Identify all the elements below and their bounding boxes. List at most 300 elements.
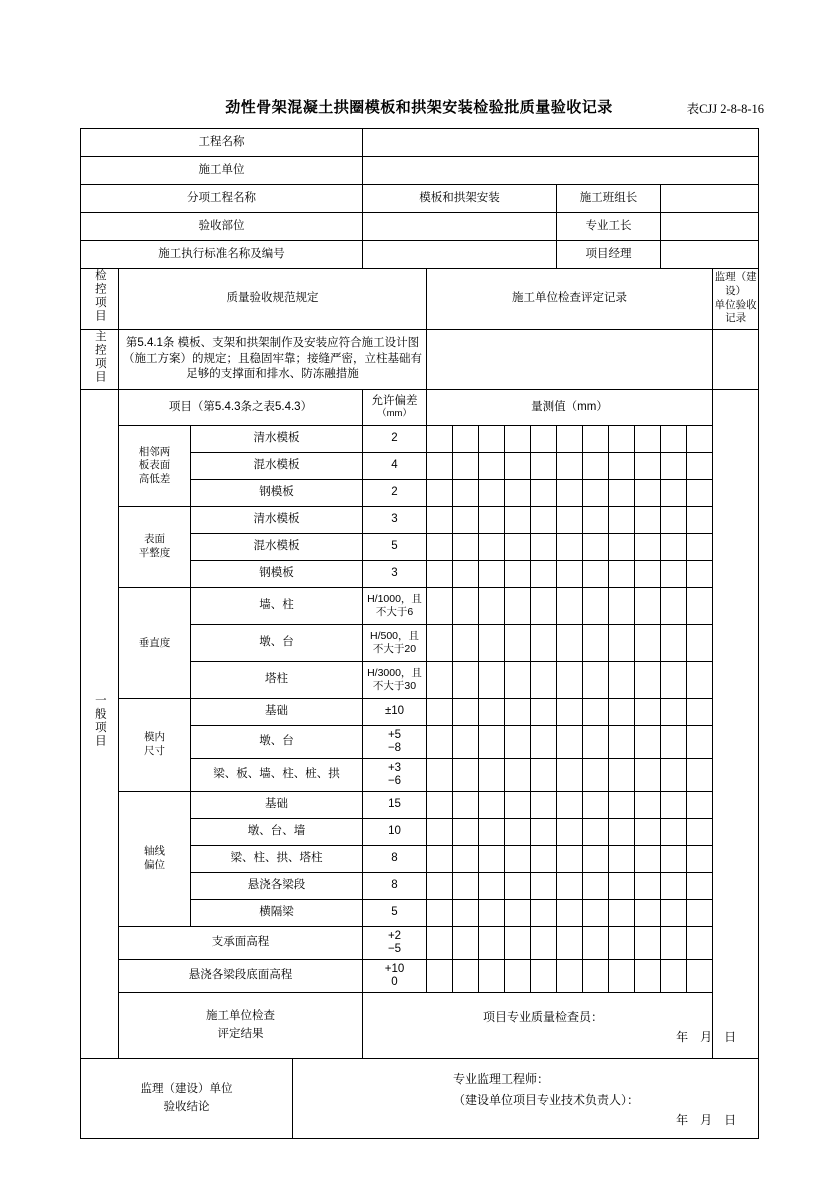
m[interactable] xyxy=(557,726,583,759)
m[interactable] xyxy=(635,819,661,846)
item-wide-0: 支承面高程 xyxy=(119,927,363,960)
m[interactable] xyxy=(479,873,505,900)
m[interactable] xyxy=(505,480,531,507)
m[interactable] xyxy=(687,900,713,927)
table-row xyxy=(81,507,759,534)
m[interactable] xyxy=(427,625,453,662)
m[interactable] xyxy=(505,873,531,900)
m[interactable] xyxy=(635,426,661,453)
main-control-supervisor-record[interactable] xyxy=(713,329,759,390)
m[interactable] xyxy=(583,792,609,819)
m[interactable] xyxy=(557,699,583,726)
m[interactable] xyxy=(557,480,583,507)
m[interactable] xyxy=(453,625,479,662)
m[interactable] xyxy=(557,507,583,534)
m[interactable] xyxy=(687,662,713,699)
m[interactable] xyxy=(531,480,557,507)
field-subitem-name[interactable]: 模板和拱架安装 xyxy=(363,185,557,213)
m[interactable] xyxy=(687,561,713,588)
table-row xyxy=(81,993,759,1059)
m[interactable] xyxy=(687,507,713,534)
tol-2-0: H/1000，且 不大于6 xyxy=(363,588,427,625)
m[interactable] xyxy=(531,507,557,534)
m[interactable] xyxy=(635,699,661,726)
m[interactable] xyxy=(557,588,583,625)
m[interactable] xyxy=(661,588,687,625)
m[interactable] xyxy=(635,960,661,993)
m[interactable] xyxy=(609,561,635,588)
m[interactable] xyxy=(453,699,479,726)
m[interactable] xyxy=(453,819,479,846)
m[interactable] xyxy=(479,625,505,662)
m[interactable] xyxy=(557,846,583,873)
m[interactable] xyxy=(609,588,635,625)
m[interactable] xyxy=(609,726,635,759)
m[interactable] xyxy=(687,588,713,625)
m[interactable] xyxy=(505,699,531,726)
m[interactable] xyxy=(557,900,583,927)
tol-1-0: 3 xyxy=(363,507,427,534)
field-acceptance-part[interactable] xyxy=(363,213,557,241)
m[interactable] xyxy=(583,561,609,588)
table-row xyxy=(81,329,759,390)
table-row xyxy=(81,792,759,819)
m[interactable] xyxy=(583,900,609,927)
m[interactable] xyxy=(557,960,583,993)
label-construction-unit: 施工单位 xyxy=(81,157,363,185)
page-title: 劲性骨架混凝土拱圈模板和拱架安装检验批质量验收记录 xyxy=(225,99,613,116)
m[interactable] xyxy=(479,726,505,759)
m[interactable] xyxy=(531,625,557,662)
m[interactable] xyxy=(453,426,479,453)
m[interactable] xyxy=(583,927,609,960)
m[interactable] xyxy=(531,534,557,561)
m[interactable] xyxy=(687,759,713,792)
m[interactable] xyxy=(531,960,557,993)
m[interactable] xyxy=(453,507,479,534)
form-code: 表CJJ 2-8-8-16 xyxy=(686,102,764,116)
m[interactable] xyxy=(661,453,687,480)
item-3-1: 墩、台 xyxy=(191,726,363,759)
m[interactable] xyxy=(557,927,583,960)
m[interactable] xyxy=(635,900,661,927)
m[interactable] xyxy=(635,662,661,699)
m[interactable] xyxy=(479,453,505,480)
table-row xyxy=(81,699,759,726)
m[interactable] xyxy=(531,927,557,960)
m[interactable] xyxy=(505,792,531,819)
m[interactable] xyxy=(427,873,453,900)
m[interactable] xyxy=(531,900,557,927)
table-row xyxy=(81,241,759,269)
m[interactable] xyxy=(505,900,531,927)
m[interactable] xyxy=(427,759,453,792)
m[interactable] xyxy=(609,927,635,960)
m[interactable] xyxy=(687,699,713,726)
table-header-row xyxy=(81,390,759,426)
m[interactable] xyxy=(505,819,531,846)
m[interactable] xyxy=(479,900,505,927)
col-supervisor-record xyxy=(713,269,759,330)
m[interactable] xyxy=(453,900,479,927)
m[interactable] xyxy=(661,792,687,819)
m[interactable] xyxy=(687,534,713,561)
field-foreman[interactable] xyxy=(661,213,759,241)
m[interactable] xyxy=(427,792,453,819)
item-3-2: 梁、板、墙、柱、桩、拱 xyxy=(191,759,363,792)
m[interactable] xyxy=(635,792,661,819)
group-label-3: 模内 尺寸 xyxy=(119,699,191,792)
m[interactable] xyxy=(453,588,479,625)
tol-wide-1: +10 0 xyxy=(363,960,427,993)
m[interactable] xyxy=(583,960,609,993)
m[interactable] xyxy=(531,819,557,846)
m[interactable] xyxy=(687,927,713,960)
table-row xyxy=(81,213,759,241)
m[interactable] xyxy=(583,507,609,534)
m[interactable] xyxy=(479,960,505,993)
m[interactable] xyxy=(453,480,479,507)
m[interactable] xyxy=(661,726,687,759)
m[interactable] xyxy=(583,759,609,792)
m[interactable] xyxy=(505,534,531,561)
m[interactable] xyxy=(661,534,687,561)
tol-3-0: ±10 xyxy=(363,699,427,726)
group-label-1: 表面 平整度 xyxy=(119,507,191,588)
field-project-name[interactable] xyxy=(363,129,759,157)
group-label-2: 垂直度 xyxy=(119,588,191,699)
item-2-0: 墙、柱 xyxy=(191,588,363,625)
m[interactable] xyxy=(453,759,479,792)
m[interactable] xyxy=(505,662,531,699)
tol-1-2: 3 xyxy=(363,561,427,588)
label-team-leader: 施工班组长 xyxy=(557,185,661,213)
table-row xyxy=(81,426,759,453)
m[interactable] xyxy=(453,792,479,819)
constructor-date-line: 年 月 日 xyxy=(676,1029,737,1044)
field-construction-unit[interactable] xyxy=(363,157,759,185)
m[interactable] xyxy=(687,726,713,759)
m[interactable] xyxy=(635,507,661,534)
tol-4-1: 10 xyxy=(363,819,427,846)
item-4-4: 横隔梁 xyxy=(191,900,363,927)
m[interactable] xyxy=(479,792,505,819)
m[interactable] xyxy=(583,846,609,873)
m[interactable] xyxy=(609,625,635,662)
m[interactable] xyxy=(505,960,531,993)
m[interactable] xyxy=(687,426,713,453)
tol-2-1: H/500，且 不大于20 xyxy=(363,625,427,662)
col-check-item-label: 检控项目 xyxy=(93,269,106,323)
m[interactable] xyxy=(427,534,453,561)
m[interactable] xyxy=(557,625,583,662)
label-acceptance-part: 验收部位 xyxy=(81,213,363,241)
m[interactable] xyxy=(609,453,635,480)
m[interactable] xyxy=(427,927,453,960)
m[interactable] xyxy=(453,873,479,900)
m[interactable] xyxy=(635,453,661,480)
tol-3-2: +3 −6 xyxy=(363,759,427,792)
supervisor-signature-line-2: （建设单位项目专业技术负责人）： xyxy=(453,1093,640,1108)
m[interactable] xyxy=(427,561,453,588)
m[interactable] xyxy=(557,662,583,699)
field-standard-name[interactable] xyxy=(363,241,557,269)
tol-0-0: 2 xyxy=(363,426,427,453)
item-1-1: 混水模板 xyxy=(191,534,363,561)
item-2-1: 墩、台 xyxy=(191,625,363,662)
measure-values-header: 量测值（mm） xyxy=(427,390,713,426)
m[interactable] xyxy=(427,507,453,534)
m[interactable] xyxy=(427,726,453,759)
m[interactable] xyxy=(661,625,687,662)
m[interactable] xyxy=(661,819,687,846)
tol-4-0: 15 xyxy=(363,792,427,819)
m[interactable] xyxy=(661,426,687,453)
m[interactable] xyxy=(661,873,687,900)
m[interactable] xyxy=(453,726,479,759)
m[interactable] xyxy=(427,699,453,726)
m[interactable] xyxy=(635,873,661,900)
m[interactable] xyxy=(427,960,453,993)
m[interactable] xyxy=(427,480,453,507)
m[interactable] xyxy=(609,792,635,819)
measure-item-header: 项目（第5.4.3条之表5.4.3） xyxy=(119,390,363,426)
m[interactable] xyxy=(505,426,531,453)
m[interactable] xyxy=(687,960,713,993)
m[interactable] xyxy=(609,507,635,534)
m[interactable] xyxy=(609,662,635,699)
supervisor-date-line: 年 月 日 xyxy=(676,1113,737,1128)
group-label-0: 相邻两 板表面 高低差 xyxy=(119,426,191,507)
m[interactable] xyxy=(427,588,453,625)
table-row xyxy=(81,1059,759,1139)
m[interactable] xyxy=(609,846,635,873)
m[interactable] xyxy=(635,625,661,662)
m[interactable] xyxy=(609,900,635,927)
m[interactable] xyxy=(531,846,557,873)
table-row xyxy=(81,129,759,157)
section-general-label: 一般项目 xyxy=(93,694,106,749)
m[interactable] xyxy=(661,846,687,873)
tol-1-1: 5 xyxy=(363,534,427,561)
main-control-text: 第5.4.1条 模板、支架和拱架制作及安装应符合施工设计图（施工方案）的规定；且稳固牢靠；接缝严密，立柱基础有足够的支撑面和排水、防冻融措施 xyxy=(119,329,427,390)
m[interactable] xyxy=(635,759,661,792)
m[interactable] xyxy=(583,426,609,453)
m[interactable] xyxy=(531,759,557,792)
m[interactable] xyxy=(583,588,609,625)
m[interactable] xyxy=(479,507,505,534)
m[interactable] xyxy=(687,453,713,480)
m[interactable] xyxy=(687,846,713,873)
m[interactable] xyxy=(505,588,531,625)
col-constructor-record: 施工单位检查评定记录 xyxy=(427,269,713,330)
m[interactable] xyxy=(635,846,661,873)
m[interactable] xyxy=(505,507,531,534)
tol-2-2: H/3000，且 不大于30 xyxy=(363,662,427,699)
label-project-manager: 项目经理 xyxy=(557,241,661,269)
m[interactable] xyxy=(661,662,687,699)
m[interactable] xyxy=(505,561,531,588)
m[interactable] xyxy=(505,625,531,662)
m[interactable] xyxy=(687,819,713,846)
m[interactable] xyxy=(427,819,453,846)
m[interactable] xyxy=(635,561,661,588)
m[interactable] xyxy=(531,792,557,819)
main-control-constructor-record[interactable] xyxy=(427,329,713,390)
m[interactable] xyxy=(427,846,453,873)
m[interactable] xyxy=(479,699,505,726)
m[interactable] xyxy=(453,561,479,588)
m[interactable] xyxy=(479,480,505,507)
supervisor-result-cell[interactable] xyxy=(293,1059,759,1139)
item-1-0: 清水模板 xyxy=(191,507,363,534)
m[interactable] xyxy=(531,726,557,759)
item-0-2: 钢模板 xyxy=(191,480,363,507)
m[interactable] xyxy=(687,480,713,507)
m[interactable] xyxy=(479,426,505,453)
constructor-result-cell[interactable] xyxy=(363,993,759,1059)
group-label-4: 轴线 偏位 xyxy=(119,792,191,927)
m[interactable] xyxy=(557,792,583,819)
m[interactable] xyxy=(609,759,635,792)
m[interactable] xyxy=(687,792,713,819)
m[interactable] xyxy=(453,960,479,993)
m[interactable] xyxy=(661,960,687,993)
m[interactable] xyxy=(635,588,661,625)
item-4-0: 基础 xyxy=(191,792,363,819)
m[interactable] xyxy=(531,662,557,699)
item-0-1: 混水模板 xyxy=(191,453,363,480)
m[interactable] xyxy=(531,561,557,588)
table-row xyxy=(81,157,759,185)
m[interactable] xyxy=(609,960,635,993)
tol-4-2: 8 xyxy=(363,846,427,873)
m[interactable] xyxy=(505,453,531,480)
col-supervisor-record-label: 监理（建设） 单位验收记录 xyxy=(714,271,757,325)
general-supervisor-record[interactable] xyxy=(713,390,759,1059)
m[interactable] xyxy=(427,662,453,699)
item-0-0: 清水模板 xyxy=(191,426,363,453)
col-check-item xyxy=(81,269,119,330)
m[interactable] xyxy=(557,561,583,588)
m[interactable] xyxy=(583,662,609,699)
table-header-row xyxy=(81,269,759,330)
m[interactable] xyxy=(479,561,505,588)
section-main-control-label: 主控项目 xyxy=(93,329,106,384)
m[interactable] xyxy=(661,699,687,726)
m[interactable] xyxy=(505,726,531,759)
m[interactable] xyxy=(557,534,583,561)
table-row xyxy=(81,185,759,213)
m[interactable] xyxy=(557,426,583,453)
m[interactable] xyxy=(583,453,609,480)
m[interactable] xyxy=(661,759,687,792)
m[interactable] xyxy=(687,873,713,900)
m[interactable] xyxy=(479,819,505,846)
m[interactable] xyxy=(453,927,479,960)
m[interactable] xyxy=(531,426,557,453)
m[interactable] xyxy=(479,927,505,960)
m[interactable] xyxy=(427,426,453,453)
m[interactable] xyxy=(583,699,609,726)
m[interactable] xyxy=(635,927,661,960)
tol-4-3: 8 xyxy=(363,873,427,900)
m[interactable] xyxy=(427,453,453,480)
m[interactable] xyxy=(661,561,687,588)
m[interactable] xyxy=(479,759,505,792)
m[interactable] xyxy=(531,588,557,625)
m[interactable] xyxy=(609,534,635,561)
m[interactable] xyxy=(479,588,505,625)
field-project-manager[interactable] xyxy=(661,241,759,269)
item-3-0: 基础 xyxy=(191,699,363,726)
m[interactable] xyxy=(453,453,479,480)
m[interactable] xyxy=(557,819,583,846)
m[interactable] xyxy=(531,699,557,726)
m[interactable] xyxy=(661,927,687,960)
m[interactable] xyxy=(427,900,453,927)
m[interactable] xyxy=(609,819,635,846)
m[interactable] xyxy=(453,534,479,561)
m[interactable] xyxy=(479,846,505,873)
m[interactable] xyxy=(557,759,583,792)
m[interactable] xyxy=(531,873,557,900)
m[interactable] xyxy=(505,846,531,873)
m[interactable] xyxy=(557,873,583,900)
constructor-signature-line: 项目专业质量检查员： xyxy=(483,1010,604,1025)
m[interactable] xyxy=(635,480,661,507)
tol-0-2: 2 xyxy=(363,480,427,507)
item-wide-1: 悬浇各梁段底面高程 xyxy=(119,960,363,993)
tol-3-1: +5 −8 xyxy=(363,726,427,759)
item-1-2: 钢模板 xyxy=(191,561,363,588)
m[interactable] xyxy=(505,927,531,960)
m[interactable] xyxy=(583,480,609,507)
m[interactable] xyxy=(583,625,609,662)
m[interactable] xyxy=(453,662,479,699)
m[interactable] xyxy=(479,534,505,561)
m[interactable] xyxy=(583,534,609,561)
m[interactable] xyxy=(531,453,557,480)
label-project-name: 工程名称 xyxy=(81,129,363,157)
field-team-leader[interactable] xyxy=(661,185,759,213)
m[interactable] xyxy=(661,900,687,927)
m[interactable] xyxy=(583,873,609,900)
label-subitem-name: 分项工程名称 xyxy=(81,185,363,213)
m[interactable] xyxy=(609,699,635,726)
inspection-form-table xyxy=(80,128,759,1139)
m[interactable] xyxy=(583,819,609,846)
m[interactable] xyxy=(453,846,479,873)
m[interactable] xyxy=(557,453,583,480)
m[interactable] xyxy=(583,726,609,759)
section-main-control xyxy=(81,329,119,390)
tol-0-1: 4 xyxy=(363,453,427,480)
table-row xyxy=(81,960,759,993)
m[interactable] xyxy=(479,662,505,699)
m[interactable] xyxy=(661,507,687,534)
m[interactable] xyxy=(609,873,635,900)
m[interactable] xyxy=(505,759,531,792)
m[interactable] xyxy=(661,480,687,507)
m[interactable] xyxy=(635,726,661,759)
m[interactable] xyxy=(609,426,635,453)
m[interactable] xyxy=(609,480,635,507)
section-general xyxy=(81,390,119,1059)
m[interactable] xyxy=(687,625,713,662)
m[interactable] xyxy=(635,534,661,561)
tol-4-4: 5 xyxy=(363,900,427,927)
